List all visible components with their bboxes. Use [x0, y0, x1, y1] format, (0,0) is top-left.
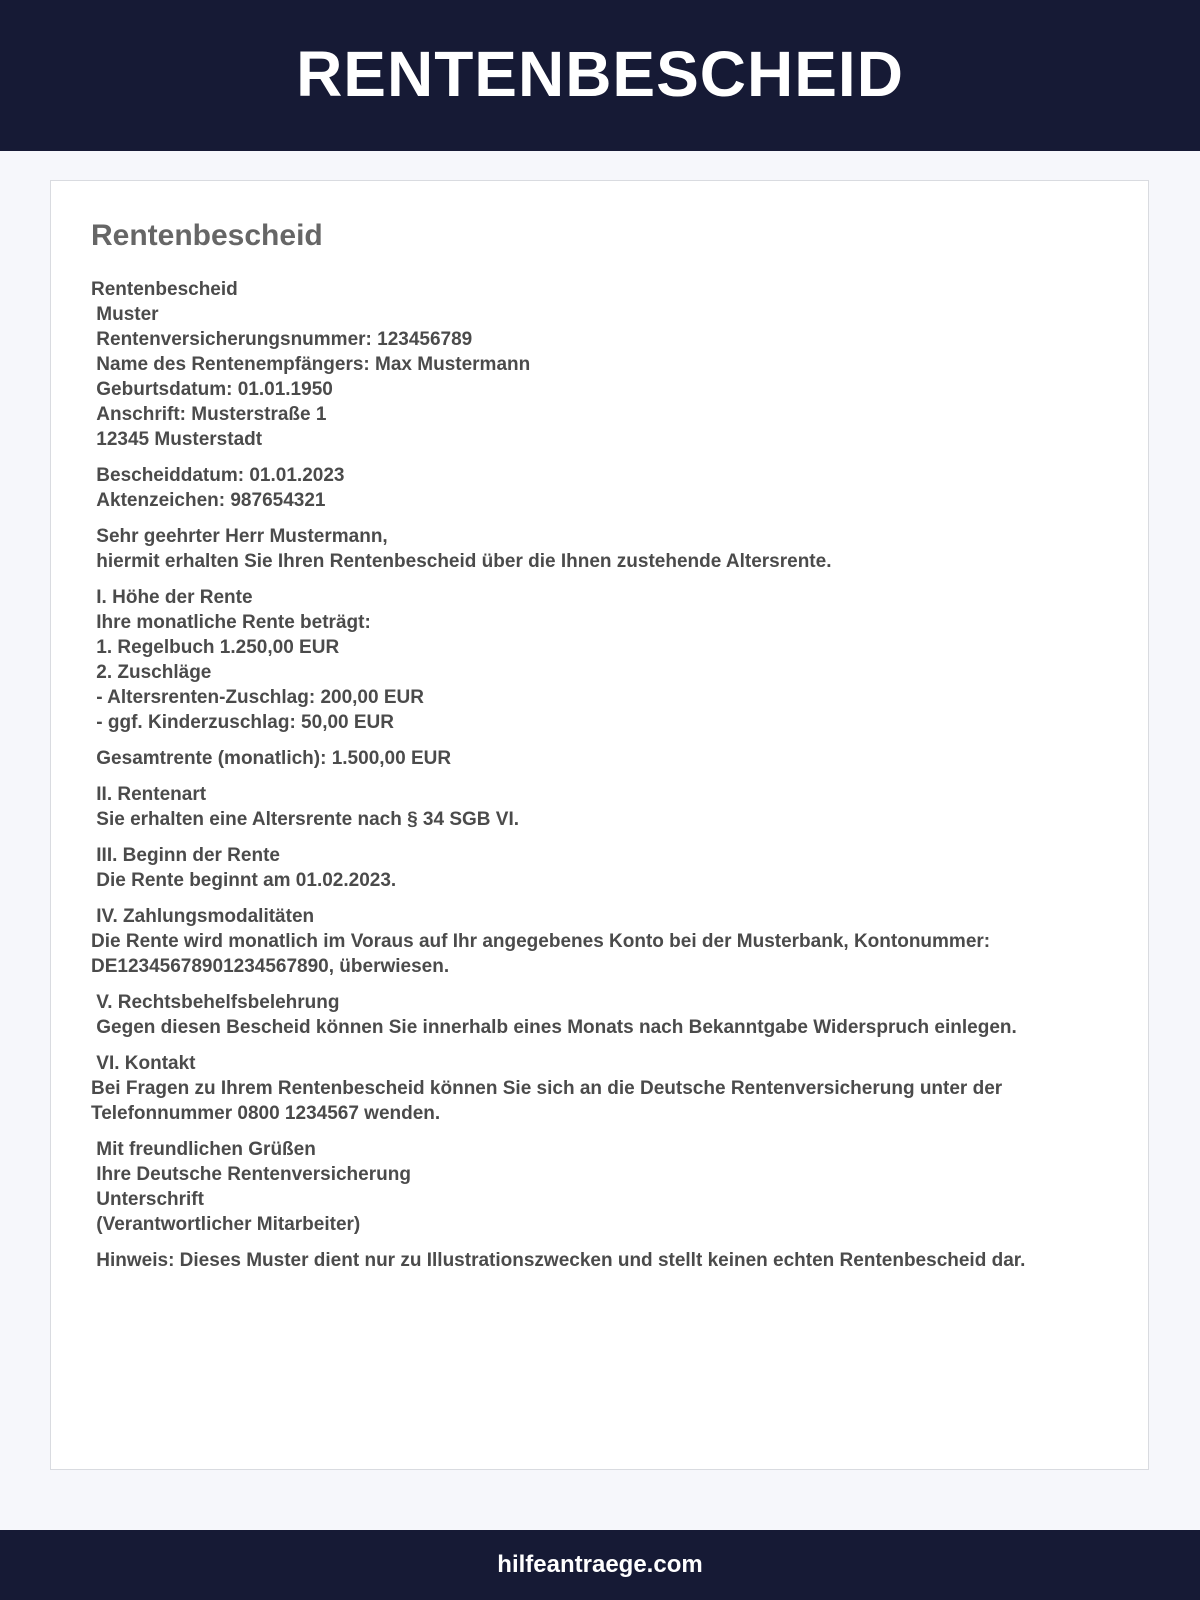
top-banner: [0, 0, 1200, 151]
document-line: - ggf. Kinderzuschlag: 50,00 EUR: [91, 712, 395, 733]
document-paragraph: [91, 1051, 1131, 1126]
document-paragraph: [91, 843, 1131, 893]
document-line: I. Höhe der Rente: [91, 587, 253, 608]
document-line: Name des Rentenempfängers: Max Mustermann: [91, 354, 531, 375]
document-paragraph: [91, 1137, 1131, 1237]
document-line: Telefonnummer 0800 1234567 wenden.: [91, 1103, 441, 1124]
document-line: Geburtsdatum: 01.01.1950: [91, 379, 333, 400]
document-line: V. Rechtsbehelfsbelehrung: [91, 992, 340, 1013]
document-line: IV. Zahlungsmodalitäten: [91, 906, 315, 927]
document-paragraph: [91, 1248, 1131, 1273]
document-line: VI. Kontakt: [91, 1053, 196, 1074]
document-line: Bescheiddatum: 01.01.2023: [91, 465, 345, 486]
document-line: III. Beginn der Rente: [91, 845, 280, 866]
banner-title: RENTENBESCHEID: [296, 37, 904, 110]
document-line: 12345 Musterstadt: [91, 429, 263, 450]
document-paragraph: [91, 990, 1131, 1040]
document-line: DE12345678901234567890, überwiesen.: [91, 956, 450, 977]
document-line: Rentenbescheid: [91, 279, 238, 300]
document-line: Mit freundlichen Grüßen: [91, 1139, 316, 1160]
document-line: hiermit erhalten Sie Ihren Rentenbescheid über die Ihnen zustehende Altersrente.: [91, 551, 832, 572]
document-content: [91, 221, 1131, 1284]
document-paragraph: [91, 463, 1131, 513]
document-line: Sie erhalten eine Altersrente nach § 34 SGB VI.: [91, 809, 520, 830]
document-paragraph: [91, 524, 1131, 574]
document-line: 1. Regelbuch 1.250,00 EUR: [91, 637, 340, 658]
document-line: Rentenversicherungsnummer: 123456789: [91, 329, 473, 350]
document-paragraph: [91, 746, 1131, 771]
document-line: Sehr geehrter Herr Mustermann,: [91, 526, 388, 547]
document-line: Bei Fragen zu Ihrem Rentenbescheid können Sie sich an die Deutsche Rentenversicherung unter der: [91, 1078, 1003, 1099]
document-paragraph: [91, 277, 1131, 452]
document-line: - Altersrenten-Zuschlag: 200,00 EUR: [91, 687, 424, 708]
document-card: [50, 180, 1149, 1470]
footer-site-link[interactable]: hilfeantraege.com: [497, 1551, 703, 1578]
document-line: II. Rentenart: [91, 784, 207, 805]
document-line: Die Rente beginnt am 01.02.2023.: [91, 870, 397, 891]
document-paragraph: [91, 782, 1131, 832]
document-line: 2. Zuschläge: [91, 662, 212, 683]
document-paragraph: [91, 904, 1131, 979]
document-line: Unterschrift: [91, 1189, 204, 1210]
document-line: Hinweis: Dieses Muster dient nur zu Illustrationszwecken und stellt keinen echten Rentenbescheid dar.: [91, 1250, 1026, 1271]
document-heading: Rentenbescheid: [91, 219, 323, 252]
document-line: Aktenzeichen: 987654321: [91, 490, 326, 511]
document-paragraph: [91, 585, 1131, 735]
footer-bar: [0, 1530, 1200, 1600]
document-line: Die Rente wird monatlich im Voraus auf Ihr angegebenes Konto bei der Musterbank, Kontonummer:: [91, 931, 991, 952]
document-line: Anschrift: Musterstraße 1: [91, 404, 327, 425]
document-line: Ihre Deutsche Rentenversicherung: [91, 1164, 411, 1185]
document-line: Gesamtrente (monatlich): 1.500,00 EUR: [91, 748, 452, 769]
document-line: (Verantwortlicher Mitarbeiter): [91, 1214, 361, 1235]
document-line: Ihre monatliche Rente beträgt:: [91, 612, 371, 633]
document-body: [91, 277, 1131, 1273]
document-line: Gegen diesen Bescheid können Sie innerhalb eines Monats nach Bekanntgabe Widerspruch einlegen.: [91, 1017, 1017, 1038]
document-line: Muster: [91, 304, 159, 325]
